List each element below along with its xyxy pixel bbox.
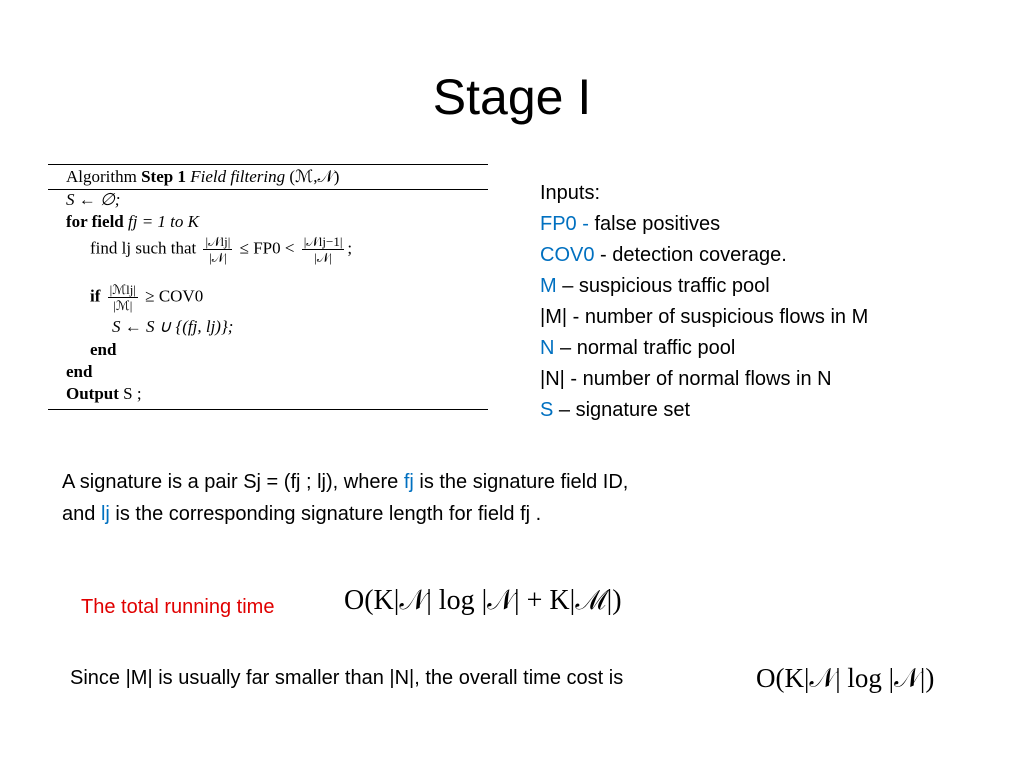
algorithm-header-name: Field filtering <box>190 167 286 186</box>
input-item-n-count <box>540 364 868 395</box>
algorithm-header <box>66 167 339 187</box>
inputs-heading: Inputs: <box>540 182 601 204</box>
input-desc: – signature set <box>553 399 691 421</box>
slide-title: Stage I <box>432 69 592 125</box>
input-desc: – suspicious traffic pool <box>556 275 770 297</box>
algorithm-for-range: fj = 1 to K <box>123 212 199 231</box>
inputs-list <box>540 178 868 426</box>
algorithm-header-prefix: Algorithm <box>66 167 137 186</box>
running-time-formula: O(K|𝒩| log |𝒩| + K|ℳ|) <box>344 585 622 616</box>
signature-definition <box>62 466 628 530</box>
signature-text: is the corresponding signature length for field fj . <box>109 503 542 525</box>
algorithm-find-mid: ≤ FP0 < <box>239 238 295 258</box>
signature-text: and <box>62 503 101 525</box>
signature-line-2 <box>62 498 628 530</box>
input-desc: – normal traffic pool <box>554 337 736 359</box>
algorithm-header-step: Step 1 <box>141 167 186 186</box>
fraction-n-lj-numerator: |𝒩lj| <box>205 234 231 249</box>
fraction-m-lj-denominator: |ℳ| <box>113 298 133 313</box>
algorithm-header-args: (ℳ,𝒩) <box>289 167 340 186</box>
algorithm-if-keyword: if <box>90 286 101 306</box>
algorithm-for-keyword: for field <box>66 212 124 231</box>
algorithm-box <box>48 162 488 412</box>
fraction-n-lj-1-denominator: |𝒩| <box>314 250 332 265</box>
algorithm-line-end-inner: end <box>90 340 117 359</box>
input-desc: |N| - number of normal flows in N <box>540 368 832 390</box>
input-term: FP0 - <box>540 213 589 235</box>
signature-line-1 <box>62 466 628 498</box>
signature-text: A signature is a pair Sj = (fj ; lj), where <box>62 471 404 493</box>
fraction-n-lj <box>203 234 232 265</box>
signature-term-fj: fj <box>403 471 414 493</box>
algorithm-line-if <box>90 282 203 313</box>
algorithm-output-keyword: Output <box>66 384 119 403</box>
input-item-s <box>540 395 868 426</box>
input-desc: - detection coverage. <box>594 244 787 266</box>
algorithm-output-value: S ; <box>118 384 142 403</box>
algorithm-find-text: find lj such that <box>90 238 197 258</box>
algorithm-find-end: ; <box>347 238 353 258</box>
conclusion-formula: O(K|𝒩| log |𝒩|) <box>756 663 935 693</box>
input-item-cov0 <box>540 240 868 271</box>
input-desc: false positives <box>588 213 721 235</box>
algorithm-line-update: S ← S ∪ {(fj, lj)}; <box>112 317 234 336</box>
algorithm-line-init: S ← ∅; <box>66 190 121 209</box>
running-time-label: The total running time <box>81 596 275 618</box>
conclusion-text: Since |M| is usually far smaller than |N|, the overall time cost is <box>70 667 624 689</box>
input-term: N <box>540 337 555 359</box>
fraction-n-lj-denominator: |𝒩| <box>209 250 227 265</box>
algorithm-line-end-outer: end <box>66 362 93 381</box>
input-desc: |M| - number of suspicious flows in M <box>540 306 869 328</box>
input-item-fp0 <box>540 209 868 240</box>
algorithm-bottom-rule <box>48 409 488 410</box>
signature-text: is the signature field ID, <box>413 471 629 493</box>
fraction-n-lj-1 <box>302 234 345 265</box>
fraction-m-lj <box>108 282 138 313</box>
algorithm-if-condition: ≥ COV0 <box>145 286 204 306</box>
input-term: M <box>540 275 557 297</box>
input-item-m-count <box>540 302 868 333</box>
input-term: S <box>540 399 554 421</box>
algorithm-line-output <box>66 384 142 404</box>
signature-term-lj: lj <box>100 503 110 525</box>
input-term: COV0 <box>540 244 595 266</box>
algorithm-line-find <box>90 234 352 265</box>
input-item-n <box>540 333 868 364</box>
algorithm-line-for <box>66 212 199 232</box>
fraction-m-lj-numerator: |ℳlj| <box>109 282 136 297</box>
fraction-n-lj-1-numerator: |𝒩lj−1| <box>303 234 343 249</box>
algorithm-top-rule <box>48 164 488 165</box>
input-item-m <box>540 271 868 302</box>
